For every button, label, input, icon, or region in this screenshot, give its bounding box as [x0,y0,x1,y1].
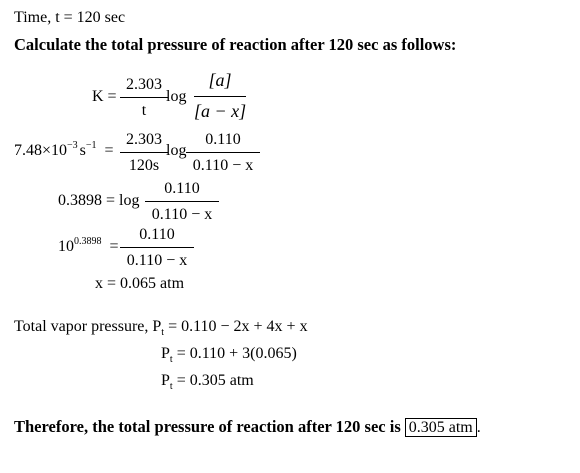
eq2-lhs-base: 7.48×10 [14,142,68,159]
time-text: Time, t = 120 sec [14,9,126,26]
eq2-log-denominator: 0.110 − x [192,157,254,174]
eq3-numerator: 0.110 [164,180,200,197]
eq2-lhs-unit-exponent: −1 [85,140,97,151]
total-line3-subscript: t [169,381,173,392]
total-line2-subscript: t [169,354,173,365]
total-line2-p: P [161,345,170,362]
eq2-coef-fraction [120,131,168,175]
fraction-bar [120,97,168,98]
eq4-lhs [58,238,119,256]
eq2-lhs-unit: s [79,142,86,159]
eq1-log-denominator: [a − x] [194,101,247,121]
total-subscript: t [161,327,165,338]
eq4-denominator: 0.110 − x [126,252,188,269]
time-line [14,9,125,27]
eq3-lhs: 0.3898 = log [58,192,140,209]
heading-text: Calculate the total pressure of reaction after 120 sec as follows: [14,35,457,54]
conclusion-line [14,418,481,437]
conclusion-text: Therefore, the total pressure of reaction after 120 sec is [14,417,401,436]
eq2-coef-numerator: 2.303 [126,131,162,148]
conclusion-period: . [476,419,481,436]
fraction-bar [120,247,194,248]
total-line-1 [14,318,308,336]
fraction-bar [194,96,246,97]
eq5-result: x = 0.065 atm [95,275,185,292]
eq4-exponent: 0.3898 [74,236,102,247]
total-line3-p: P [161,372,170,389]
eq4-base: 10 [58,238,74,255]
total-line-2 [161,345,297,363]
eq2-lhs [14,142,114,160]
fraction-bar [186,152,260,153]
eq4-numerator: 0.110 [139,226,175,243]
eq2-log-numerator: 0.110 [205,131,241,148]
eq2-log: log [166,142,187,159]
total-line-3 [161,372,254,390]
total-label: Total vapor pressure, P [14,318,162,335]
eq1-log: log [166,88,187,105]
fraction-bar [120,152,168,153]
total-line1-rhs: = 0.110 − 2x + 4x + x [168,318,308,335]
answer-box: 0.305 atm [405,418,477,437]
eq2-coef-denominator: 120s [128,157,160,174]
eq1-coef-numerator: 2.303 [126,76,162,93]
eq1-log-fraction [194,70,246,122]
eq1-coef-denominator: t [141,102,147,119]
eq3-fraction [145,180,219,224]
total-line3-rhs: = 0.305 atm [176,372,254,389]
eq2-equals: = [104,142,114,159]
eq1-lhs: K = [92,88,117,105]
total-line2-rhs: = 0.110 + 3(0.065) [176,345,297,362]
eq4-fraction [120,226,194,270]
eq2-log-fraction [186,131,260,175]
eq3-denominator: 0.110 − x [151,206,213,223]
eq4-equals: = [109,238,119,255]
fraction-bar [145,201,219,202]
eq1-log-numerator: [a] [208,70,232,90]
eq2-lhs-exponent: −3 [67,140,78,151]
eq1-coef-fraction [120,76,168,120]
section-heading [14,36,456,54]
